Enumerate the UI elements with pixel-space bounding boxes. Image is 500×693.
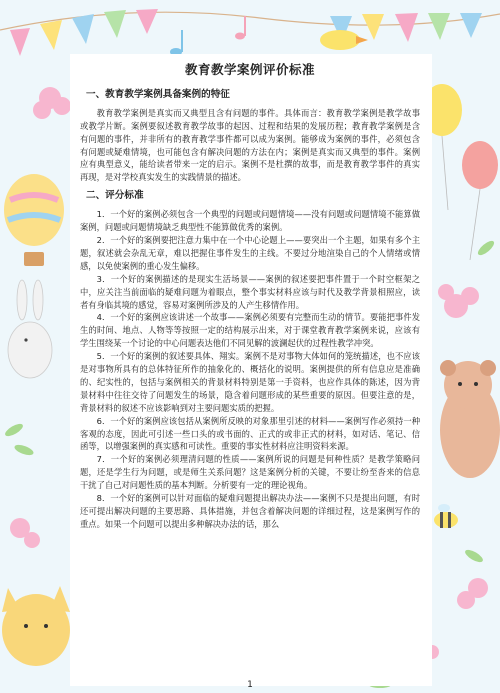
document-title: 教育教学案例评价标准 [184, 62, 315, 77]
paragraph: 2．一个好的案例要把注意力集中在一个中心论题上——要突出一个主题，如果有多个主题，叙述就会杂乱无章，难以把握住事件发生的主线。不要过分地渲染自己的个人情绪或情感，以免使案例的重心发生偏移。 [80, 234, 420, 271]
section-heading: 二、评分标准 [86, 190, 144, 202]
section-heading: 一、教育教学案例具备案例的特征 [86, 88, 230, 100]
document-content [80, 64, 420, 531]
hot-air-balloon-icon [4, 174, 64, 266]
paragraph: 5．一个好的案例的叙述要具体、翔实。案例不是对事物大体如何的笼统描述，也不应该是对事物所具有的总体特征所作的抽象化的、概括化的说明。案例提供的所有信息应是准确的、纪实性的，包括与案例相关的背景材料特别是第一手资料，也应作具体的陈述，因为背景材料中往往交待了问题发生的场景，隐含着问题形成的某些重要的原因。但要注意的是，背景材料的叙述不应该影响到对主要问题实质的把握。 [80, 351, 420, 413]
balloons-icon [422, 84, 498, 260]
paragraph: 3．一个好的案例描述的是现实生活场景——案例的叙述要把事件置于一个时空框架之中，应关注当前面临的疑难问题为着眼点，整个事实材料应该与时代及教学背景相照应，读者有身临其境的感觉，容易对案例所涉及的人产生移情作用。 [80, 273, 420, 310]
fox-icon [2, 586, 70, 666]
page-number: 1 [247, 680, 253, 690]
paragraph: 8．一个好的案例可以针对面临的疑难问题提出解决办法——案例不只是提出问题，有时还可提出解决问题的主要思路、具体措施，并包含着解决问题的详细过程，这是案例写作的重点。如果一个问题可以提出多种解决办法的话，那么 [80, 493, 420, 529]
paragraph: 教育教学案例是真实而又典型且含有问题的事件。具体而言：教育教学案例是教学故事或教学片断。案例要叙述教育教学故事的起因、过程和结果的发展历程；教育教学案例是含有问题的事件，并非所有的教育教学事件都可以成为案例。能够成为案例的事件，必须包含有问题或疑难情境，也可能包含有解决问题的方法在内；案例是真实而又典型的事件。案例应有典型意义，能给读者带来一定的启示。案例不是杜撰的故事，而是教育教学事件的真实再现，是对学校真实发生的实践情景的描述。 [80, 107, 420, 183]
paragraph: 4．一个好的案例应该讲述一个故事——案例必须要有完整而生动的情节。要能把事件发生的时间、地点、人物等等按照一定的结构展示出来，对于课堂教育教学案例来说，应该有学生围绕某一个讨论的中心问题表达他们不同见解的波澜起伏的过程性教学冲突。 [80, 312, 420, 349]
paragraph: 6．一个好的案例应该包括从案例所反映的对象那里引述的材料——案例写作必须持一种客观的态度，因此可引述一些口头的或书面的、正式的或非正式的材料，如对话、笔记、信函等，以增强案例的真实感和可读性。重要的事实性材料应注明资料来源。 [80, 415, 420, 452]
bear-icon [440, 360, 500, 478]
rabbit-icon [8, 280, 52, 378]
bee-icon [434, 504, 458, 528]
paragraph: 1．一个好的案例必须包含一个典型的问题或问题情境——没有问题或问题情境不能算做案例，问题或问题情境缺乏典型性不能算做优秀的案例。 [80, 209, 420, 233]
bird-icon [320, 30, 368, 50]
paragraph: 7．一个好的案例必须理清问题的性质——案例所说的问题是何种性质？是教学策略问题，还是学生行为问题，或是师生关系问题？这是案例分析的关键，不要让纷至沓来的信息干扰了自己对问题性质的基本判断。分析要有一定的理论视角。 [80, 454, 420, 491]
